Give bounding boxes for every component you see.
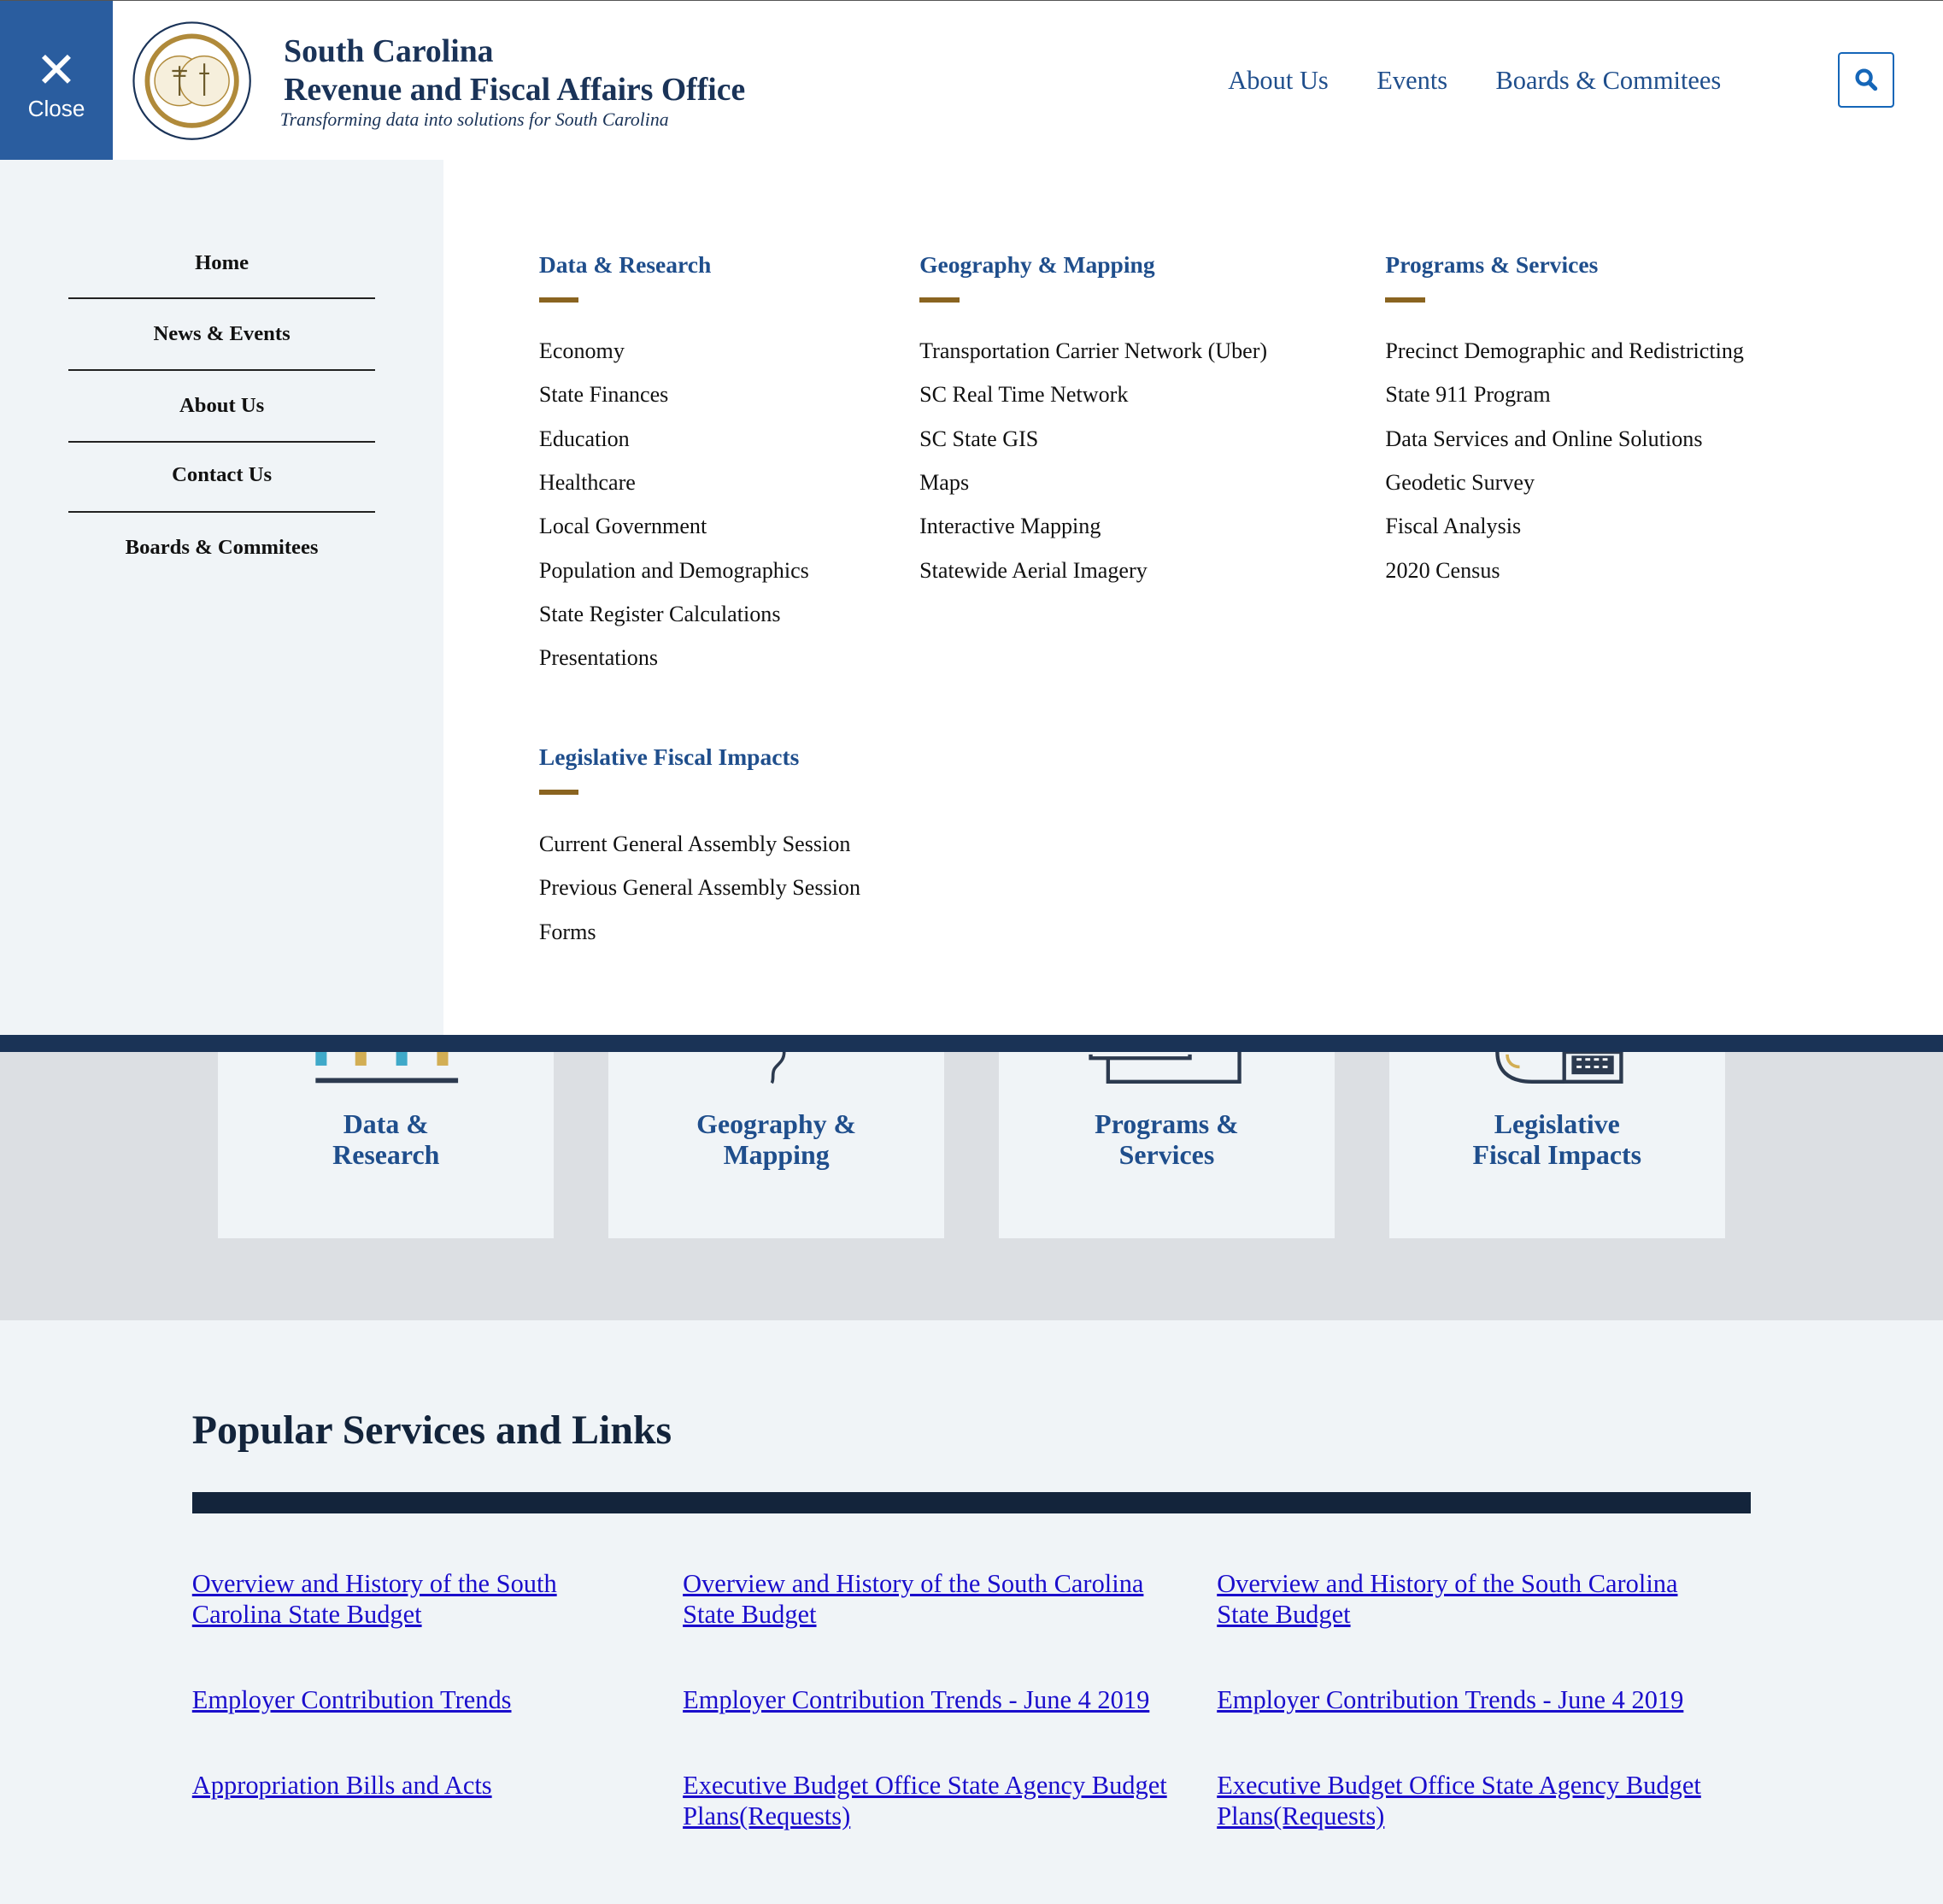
- heading-underline: [1385, 297, 1424, 303]
- heading-underline: [919, 297, 959, 303]
- mega-menu-item[interactable]: Education: [538, 426, 630, 451]
- mega-menu-heading[interactable]: Legislative Fiscal Impacts: [538, 743, 800, 771]
- bar-chart-icon: [312, 1052, 461, 1084]
- card-programs-services[interactable]: [999, 1052, 1335, 1238]
- mega-menu-item[interactable]: Presentations: [538, 645, 659, 671]
- menu-bottom-bar: [0, 1035, 1943, 1052]
- sidebar-item-home[interactable]: Home: [195, 251, 249, 275]
- mega-menu-item[interactable]: Fiscal Analysis: [1385, 514, 1522, 539]
- top-border: [0, 0, 1943, 1]
- close-label: Close: [27, 95, 85, 121]
- popular-link[interactable]: Executive Budget Office State Agency Budget Plans(Requests): [1217, 1771, 1701, 1831]
- search-button[interactable]: [1838, 52, 1895, 108]
- popular-link[interactable]: Employer Contribution Trends - June 4 2019: [683, 1684, 1150, 1714]
- mega-menu-item[interactable]: 2020 Census: [1385, 557, 1500, 583]
- popular-links-heading: Popular Services and Links: [191, 1407, 672, 1454]
- card-label-line1: Legislative: [1494, 1109, 1620, 1139]
- card-legislative-fiscal-impacts[interactable]: [1389, 1052, 1725, 1238]
- card-label-line2: Mapping: [723, 1140, 830, 1171]
- sidebar-item-about-us[interactable]: About Us: [179, 394, 265, 418]
- site-title-line1[interactable]: South Carolina: [284, 32, 494, 69]
- search-icon: [1854, 68, 1879, 92]
- mega-menu-item[interactable]: Healthcare: [538, 469, 636, 495]
- mega-menu-item[interactable]: Economy: [538, 338, 625, 363]
- mega-menu-item[interactable]: State Finances: [538, 382, 669, 408]
- sidebar-item-contact-us[interactable]: Contact Us: [172, 463, 273, 487]
- mega-menu-item[interactable]: Current General Assembly Session: [538, 832, 851, 857]
- heading-underline: [539, 790, 578, 795]
- card-data-research[interactable]: [218, 1052, 554, 1238]
- mega-menu-heading[interactable]: Data & Research: [538, 251, 712, 279]
- divider: [68, 369, 376, 371]
- heading-bar: [192, 1492, 1751, 1513]
- state-map-icon: [739, 1052, 813, 1084]
- mega-menu-item[interactable]: Data Services and Online Solutions: [1385, 426, 1703, 451]
- mega-menu-item[interactable]: SC Real Time Network: [919, 382, 1129, 408]
- popular-link[interactable]: Overview and History of the South Carolina State Budget: [683, 1568, 1144, 1629]
- popular-link[interactable]: Overview and History of the South Carolina State Budget: [1217, 1568, 1678, 1629]
- mega-menu-item[interactable]: SC State GIS: [919, 426, 1039, 451]
- card-geography-mapping[interactable]: [608, 1052, 944, 1238]
- nav-about-us[interactable]: About Us: [1228, 65, 1329, 95]
- sidebar-menu: [0, 160, 443, 1035]
- popular-link[interactable]: Employer Contribution Trends: [191, 1684, 512, 1714]
- mega-menu-item[interactable]: State 911 Program: [1385, 382, 1551, 408]
- mega-menu-item[interactable]: Maps: [919, 469, 970, 495]
- mega-menu-item[interactable]: Geodetic Survey: [1385, 469, 1535, 495]
- mega-menu-item[interactable]: Transportation Carrier Network (Uber): [919, 338, 1268, 363]
- mega-menu-heading[interactable]: Programs & Services: [1385, 251, 1599, 279]
- card-label-line2: Services: [1118, 1140, 1215, 1171]
- mega-menu-item[interactable]: Forms: [538, 919, 596, 944]
- close-menu-button[interactable]: [0, 1, 113, 160]
- heading-underline: [539, 297, 578, 303]
- divider: [68, 511, 376, 513]
- monitor-icon: [1086, 1052, 1247, 1084]
- popular-link[interactable]: Employer Contribution Trends - June 4 2019: [1217, 1684, 1684, 1714]
- calculator-icon: [1482, 1052, 1631, 1084]
- card-label-line2: Research: [332, 1140, 440, 1171]
- divider: [68, 297, 376, 299]
- card-label-line1: Geography &: [696, 1109, 857, 1139]
- sidebar-item-boards-commitees[interactable]: Boards & Commitees: [125, 535, 319, 559]
- mega-menu-item[interactable]: Precinct Demographic and Redistricting: [1385, 338, 1744, 363]
- mega-menu-item[interactable]: Statewide Aerial Imagery: [919, 557, 1148, 583]
- card-label-line2: Fiscal Impacts: [1472, 1140, 1642, 1171]
- mega-menu-item[interactable]: State Register Calculations: [538, 601, 781, 626]
- nav-boards-commitees[interactable]: Boards & Commitees: [1495, 65, 1722, 95]
- divider: [68, 441, 376, 443]
- site-tagline: Transforming data into solutions for South Carolina: [279, 109, 669, 130]
- card-label-line1: Data &: [343, 1109, 429, 1139]
- state-seal-logo[interactable]: [132, 21, 251, 140]
- mega-menu-item[interactable]: Previous General Assembly Session: [538, 875, 861, 901]
- site-title-line2[interactable]: Revenue and Fiscal Affairs Office: [284, 71, 746, 108]
- mega-menu-item[interactable]: Local Government: [538, 514, 707, 539]
- card-label-line1: Programs &: [1095, 1109, 1239, 1139]
- mega-menu-item[interactable]: Population and Demographics: [538, 557, 809, 583]
- mega-menu-heading[interactable]: Geography & Mapping: [919, 251, 1155, 279]
- popular-link[interactable]: Appropriation Bills and Acts: [191, 1771, 492, 1801]
- mega-menu-item[interactable]: Interactive Mapping: [919, 514, 1101, 539]
- mega-menu: [443, 160, 1943, 1035]
- popular-link[interactable]: Executive Budget Office State Agency Budget Plans(Requests): [683, 1771, 1167, 1831]
- close-icon: ✕: [35, 42, 78, 98]
- sidebar-item-news-events[interactable]: News & Events: [153, 322, 291, 346]
- popular-link[interactable]: Overview and History of the South Carolina State Budget: [191, 1568, 557, 1629]
- nav-events[interactable]: Events: [1377, 65, 1448, 95]
